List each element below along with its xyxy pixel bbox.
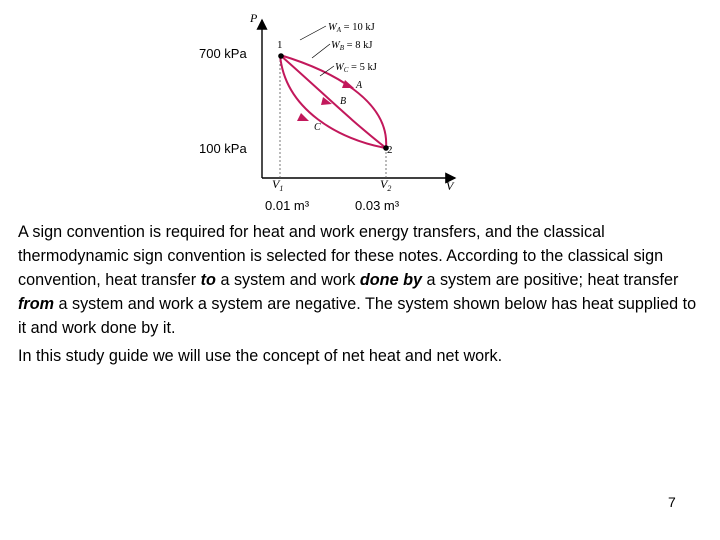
path-c-arrow [297, 113, 309, 121]
state-2-label: 2 [387, 144, 393, 156]
study-guide-paragraph: In this study guide we will use the concept of net heat and net work. [18, 347, 503, 365]
volume-2-label: 0.03 m³ [355, 198, 400, 213]
v-axis-label: V [446, 179, 454, 193]
page-number: 7 [668, 494, 676, 510]
work-b-leader [312, 44, 330, 58]
pv-diagram-graphic [0, 0, 720, 200]
v1-tick-label: $V_1$ [272, 177, 284, 193]
path-a-label: A [356, 80, 363, 91]
state-1-point [278, 53, 284, 59]
sign-convention-paragraph: A sign convention is required for heat and work energy transfers, and the classical thermodynamic sign convention is selected for these notes. According to the classical sign convention, heat transfer to a system and work done by a system are positive; heat transfer from a system and work a system are negative. The system shown below has heat supplied to it and work done by it. [18, 223, 697, 337]
path-a-arrow [342, 80, 354, 88]
work-b-label: WB = 8 kJ [331, 40, 373, 52]
state-1-label: 1 [277, 39, 283, 51]
work-a-label: WA = 10 kJ [328, 22, 375, 34]
emphasis-to: to [200, 271, 216, 289]
emphasis-done-by: done by [359, 271, 422, 289]
v2-tick-label: $V_2$ [380, 177, 392, 193]
pressure-high-label: 700 kPa [199, 46, 247, 61]
work-c-label: WC = 5 kJ [335, 62, 377, 74]
pressure-low-label: 100 kPa [199, 141, 247, 156]
volume-1-label: 0.01 m³ [265, 198, 310, 213]
emphasis-from: from [18, 295, 54, 313]
path-b-label: B [340, 96, 347, 107]
work-a-leader [300, 26, 326, 40]
p-axis-label: P [250, 11, 258, 25]
path-c-label: C [314, 122, 321, 133]
pv-diagram [0, 0, 720, 213]
